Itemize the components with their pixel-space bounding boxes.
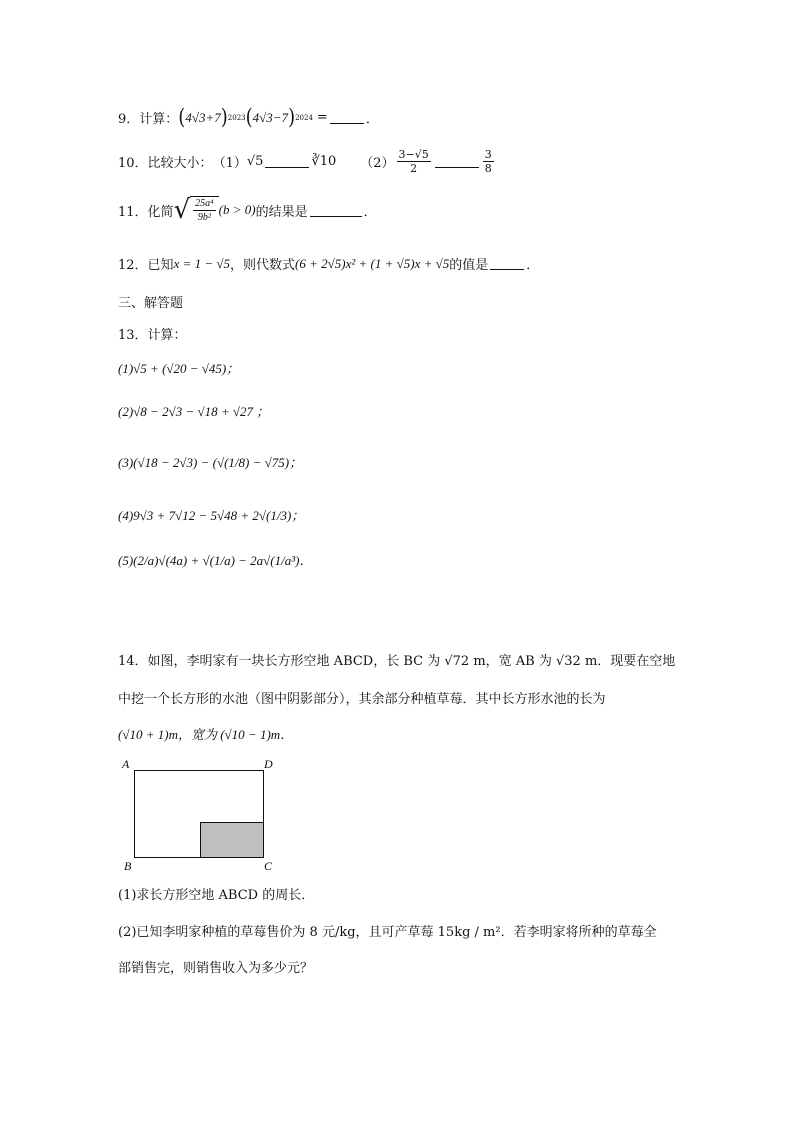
q10-part2: （2） (360, 156, 395, 171)
q11-condition: (b > 0) (218, 202, 256, 217)
q13-item-1: (1)√5 + (√20 − √45)； (118, 361, 240, 376)
q10-fraction-2: $\frac{3}{8}$ (484, 148, 492, 175)
q10-b: ∛10 (311, 154, 337, 169)
q12-mid: ，则代数式 (230, 258, 296, 273)
q11-answer-blank[interactable] (310, 204, 362, 217)
section-heading: 三、解答题 (118, 296, 184, 311)
label-b: B (124, 859, 132, 873)
q10-fraction-1: $\frac{3-√5}{2}$ (398, 148, 429, 175)
q10-a: √5 (246, 154, 264, 169)
q13-item-5: (5)(2/a)√(4a) + √(1/a) − 2a√(1/a³)． (118, 553, 313, 568)
q10-blank-1[interactable] (265, 155, 309, 168)
q10-part1: （1） (212, 156, 247, 171)
q14-line-1: 14．如图，李明家有一块长方形空地 ABCD，长 BC 为 √72 m，宽 AB 为 √32 m．现要在空地 (118, 654, 676, 669)
figure-pool-shaded (200, 822, 264, 858)
q9-equals: = (316, 110, 328, 125)
q11-number: 11． (118, 204, 148, 220)
q9-number: 9． (118, 112, 140, 127)
q11-tail: 的结果是 (255, 204, 308, 220)
question-13-heading: 13．计算： (118, 328, 187, 343)
question-11: 11． 化简 √ $\frac{\text{25a⁴}}{\text{9b²}}$ (b > 0) 的结果是 ． (118, 195, 377, 225)
q12-number: 12． (118, 258, 148, 273)
q13-item-4: (4)9√3 + 7√12 − 5√48 + 2√(1/3)； (118, 508, 305, 523)
q12-text: 已知 (147, 258, 174, 273)
q10-blank-2[interactable] (435, 155, 479, 168)
question-9: 9． 计算： ( 4√3+7 ) 2023 ( 4√3−7 ) 2024 = ． (118, 104, 379, 130)
q12-answer-blank[interactable] (490, 257, 524, 270)
label-c: C (264, 859, 273, 873)
q13-item-2: (2)√8 − 2√3 − √18 + √27 ； (118, 404, 270, 419)
q10-number: 10． (118, 156, 148, 171)
q12-expression: (6 + 2√5)x² + (1 + √5)x + √5 (295, 255, 450, 271)
label-d: D (264, 757, 273, 771)
question-10 (118, 148, 496, 175)
q9-text: 计算： (139, 112, 179, 127)
q14-line-3: (√10 + 1)m，宽为 (√10 − 1)m． (118, 727, 294, 742)
q10-text: 比较大小： (147, 156, 213, 171)
q14-sub-2b: 部销售完，则销售收入为多少元？ (118, 961, 314, 976)
q12-x-def: x = 1 − √5 (173, 255, 231, 271)
q13-item-3: (3)(√18 − 2√3) − (√(1/8) − √75)； (118, 455, 303, 470)
question-12: 12． 已知 x = 1 − √5 ，则代数式 (6 + 2√5)x² + (1 + √5)x + √5 的值是 ． (118, 255, 540, 273)
q9-exp-a: 2023 (227, 113, 246, 122)
q14-sub-2a: (2)已知李明家种植的草莓售价为 8 元/kg，且可产草莓 15kg / m²．若李明家将所种的草莓全 (118, 925, 657, 940)
q9-answer-blank[interactable] (330, 111, 364, 124)
q9-expr-b: 4√3−7 (252, 109, 289, 125)
q14-sub-1: (1)求长方形空地 ABCD 的周长． (118, 888, 315, 903)
q14-line-2: 中挖一个长方形的水池（图中阴影部分），其余部分种植草莓．其中长方形水池的长为 (118, 692, 606, 707)
q11-text: 化简 (147, 204, 174, 220)
q11-radical: √ $\frac{\text{25a⁴}}{\text{9b²}}$ (174, 196, 219, 224)
q9-expr-a: 4√3+7 (185, 109, 221, 125)
q9-exp-b: 2024 (295, 113, 313, 122)
q12-tail: 的值是 (449, 258, 489, 273)
label-a: A (122, 757, 130, 771)
